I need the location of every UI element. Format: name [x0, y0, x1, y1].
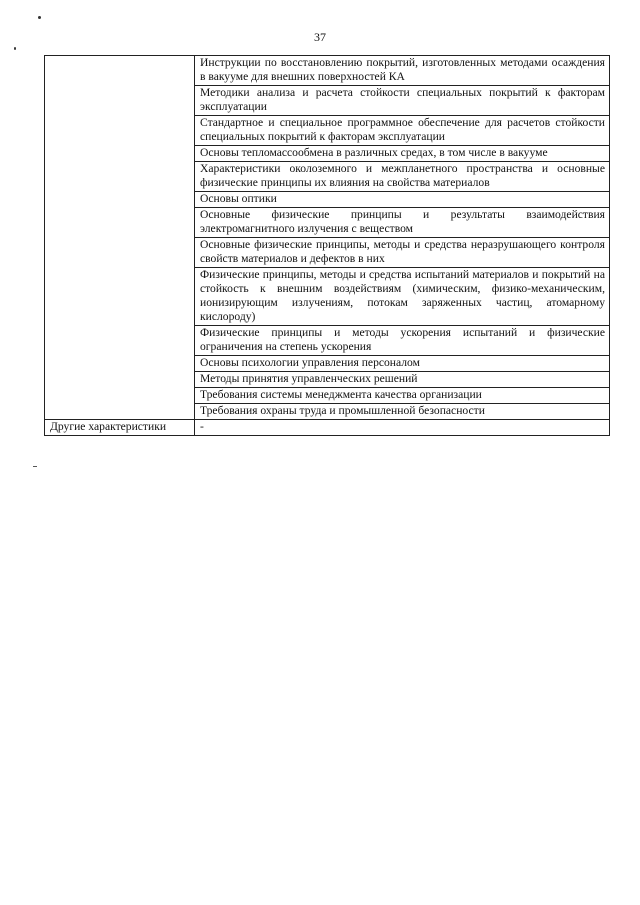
requirement-cell: Инструкции по восстановлению покрытий, изготовленных методами осаждения в вакууме для внешних поверхностей КА	[195, 56, 610, 86]
requirement-cell: Основы психологии управления персоналом	[195, 356, 610, 372]
requirement-cell: Требования охраны труда и промышленной безопасности	[195, 404, 610, 420]
requirement-cell: Физические принципы и методы ускорения испытаний и физические ограничения на степень ускорения	[195, 326, 610, 356]
scan-mark	[33, 466, 37, 467]
requirement-cell: Стандартное и специальное программное обеспечение для расчетов стойкости специальных покрытий к факторам эксплуатации	[195, 116, 610, 146]
requirement-cell: Основные физические принципы и результаты взаимодействия электромагнитного излучения с веществом	[195, 208, 610, 238]
scan-speck	[38, 16, 41, 19]
requirement-cell: Методы принятия управленческих решений	[195, 372, 610, 388]
requirement-cell: Основы оптики	[195, 192, 610, 208]
other-characteristics-row	[45, 420, 610, 436]
requirements-table	[44, 55, 610, 436]
requirement-cell: Основы тепломассообмена в различных средах, в том числе в вакууме	[195, 146, 610, 162]
page-number: 37	[314, 30, 326, 44]
requirement-cell: Физические принципы, методы и средства испытаний материалов и покрытий на стойкость к внешним воздействиям (химическим, физико-механическим, ионизирующим излучениям, потокам заряженных частиц, атомарному кислороду)	[195, 268, 610, 326]
other-characteristics-value: -	[195, 420, 610, 436]
table-row	[45, 56, 610, 86]
requirement-cell: Требования системы менеджмента качества организации	[195, 388, 610, 404]
requirement-cell: Основные физические принципы, методы и средства неразрушающего контроля свойств материалов и дефектов в них	[195, 238, 610, 268]
scan-speck	[14, 47, 16, 50]
requirement-cell: Характеристики околоземного и межпланетного пространства и основные физические принципы их влияния на свойства материалов	[195, 162, 610, 192]
row-label-cell	[45, 56, 195, 420]
other-characteristics-label: Другие характеристики	[45, 420, 195, 436]
requirement-cell: Методики анализа и расчета стойкости специальных покрытий к факторам эксплуатации	[195, 86, 610, 116]
